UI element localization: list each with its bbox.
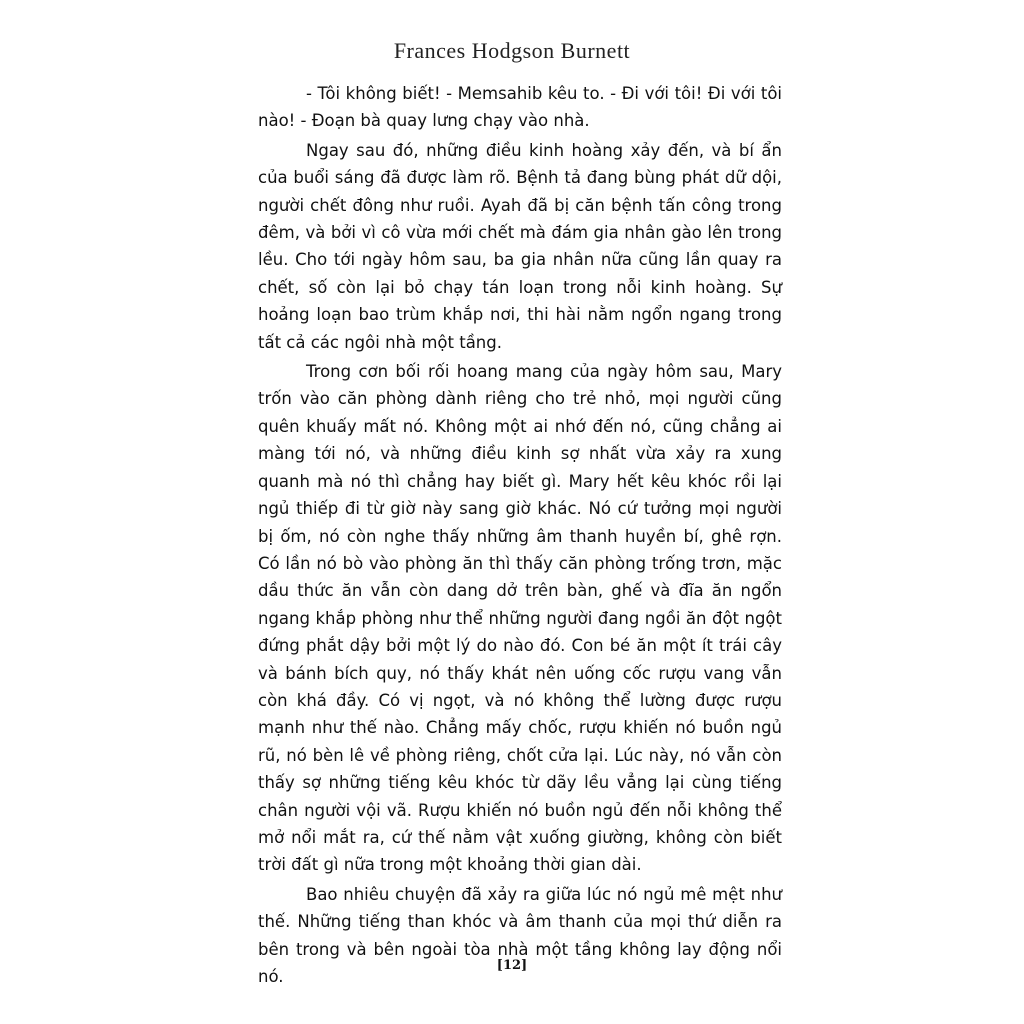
paragraph-4: Bao nhiêu chuyện đã xảy ra giữa lúc nó ngủ mê mệt như thế. Những tiếng than khóc và âm thanh của mọi thứ diễn ra bên trong và bên ngoài tòa nhà một tầng không lay động nổi nó.	[258, 884, 782, 986]
paragraph-2: Ngay sau đó, những điều kinh hoàng xảy đến, và bí ẩn của buổi sáng đã được làm rõ. Bệnh tả đang bùng phát dữ dội, người chết đông như ruồi. Ayah đã bị căn bệnh tấn công trong đêm, và bởi vì cô vừa mới chết mà đám gia nhân gào lên trong lều. Cho tới ngày hôm sau, ba gia nhân nữa cũng lần quay ra chết, số còn lại bỏ chạy tán loạn trong nỗi kinh hoàng. Sự hoảng loạn bao trùm khắp nơi, thi hài nằm ngổn ngang trong tất cả các ngôi nhà một tầng.	[258, 140, 782, 352]
body-text	[258, 80, 782, 990]
paragraph-1: - Tôi không biết! - Memsahib kêu to. - Đi với tôi! Đi với tôi nào! - Đoạn bà quay lưng chạy vào nhà.	[258, 84, 782, 131]
page-number: [12]	[496, 958, 528, 973]
running-header-author: Frances Hodgson Burnett	[393, 38, 631, 63]
paragraph-3: Trong cơn bối rối hoang mang của ngày hôm sau, Mary trốn vào căn phòng dành riêng cho trẻ nhỏ, mọi người cũng quên khuấy mất nó. Không một ai nhớ đến nó, cũng chẳng ai màng tới nó, và những điều kinh sợ nhất vừa xảy ra xung quanh mà nó thì chẳng hay biết gì. Mary hết kêu khóc rồi lại ngủ thiếp đi từ giờ này sang giờ khác. Nó cứ tưởng mọi người bị ốm, nó còn nghe thấy những âm thanh huyền bí, ghê rợn. Có lần nó bò vào phòng ăn thì thấy căn phòng trống trơn, mặc dầu thức ăn vẫn còn dang dở trên bàn, ghế và đĩa ăn ngổn ngang khắp phòng như thể những người đang ngồi ăn đột ngột đứng phắt dậy bởi một lý do nào đó. Con bé ăn một ít trái cây và bánh bích quy, nó thấy khát nên uống cốc rượu vang vẫn còn khá đầy. Có vị ngọt, và nó không thể lường được rượu mạnh như thế nào. Chẳng mấy chốc, rượu khiến nó buồn ngủ rũ, nó bèn lê về phòng riêng, chốt cửa lại. Lúc này, nó vẫn còn thấy sợ những tiếng kêu khóc từ dãy lều vẳng lại cùng tiếng chân người vội vã. Rượu khiến nó buồn ngủ đến nỗi không thể mở nổi mắt ra, cứ thế nằm vật xuống giường, không còn biết trời đất gì nữa trong một khoảng thời gian dài.	[258, 362, 782, 875]
